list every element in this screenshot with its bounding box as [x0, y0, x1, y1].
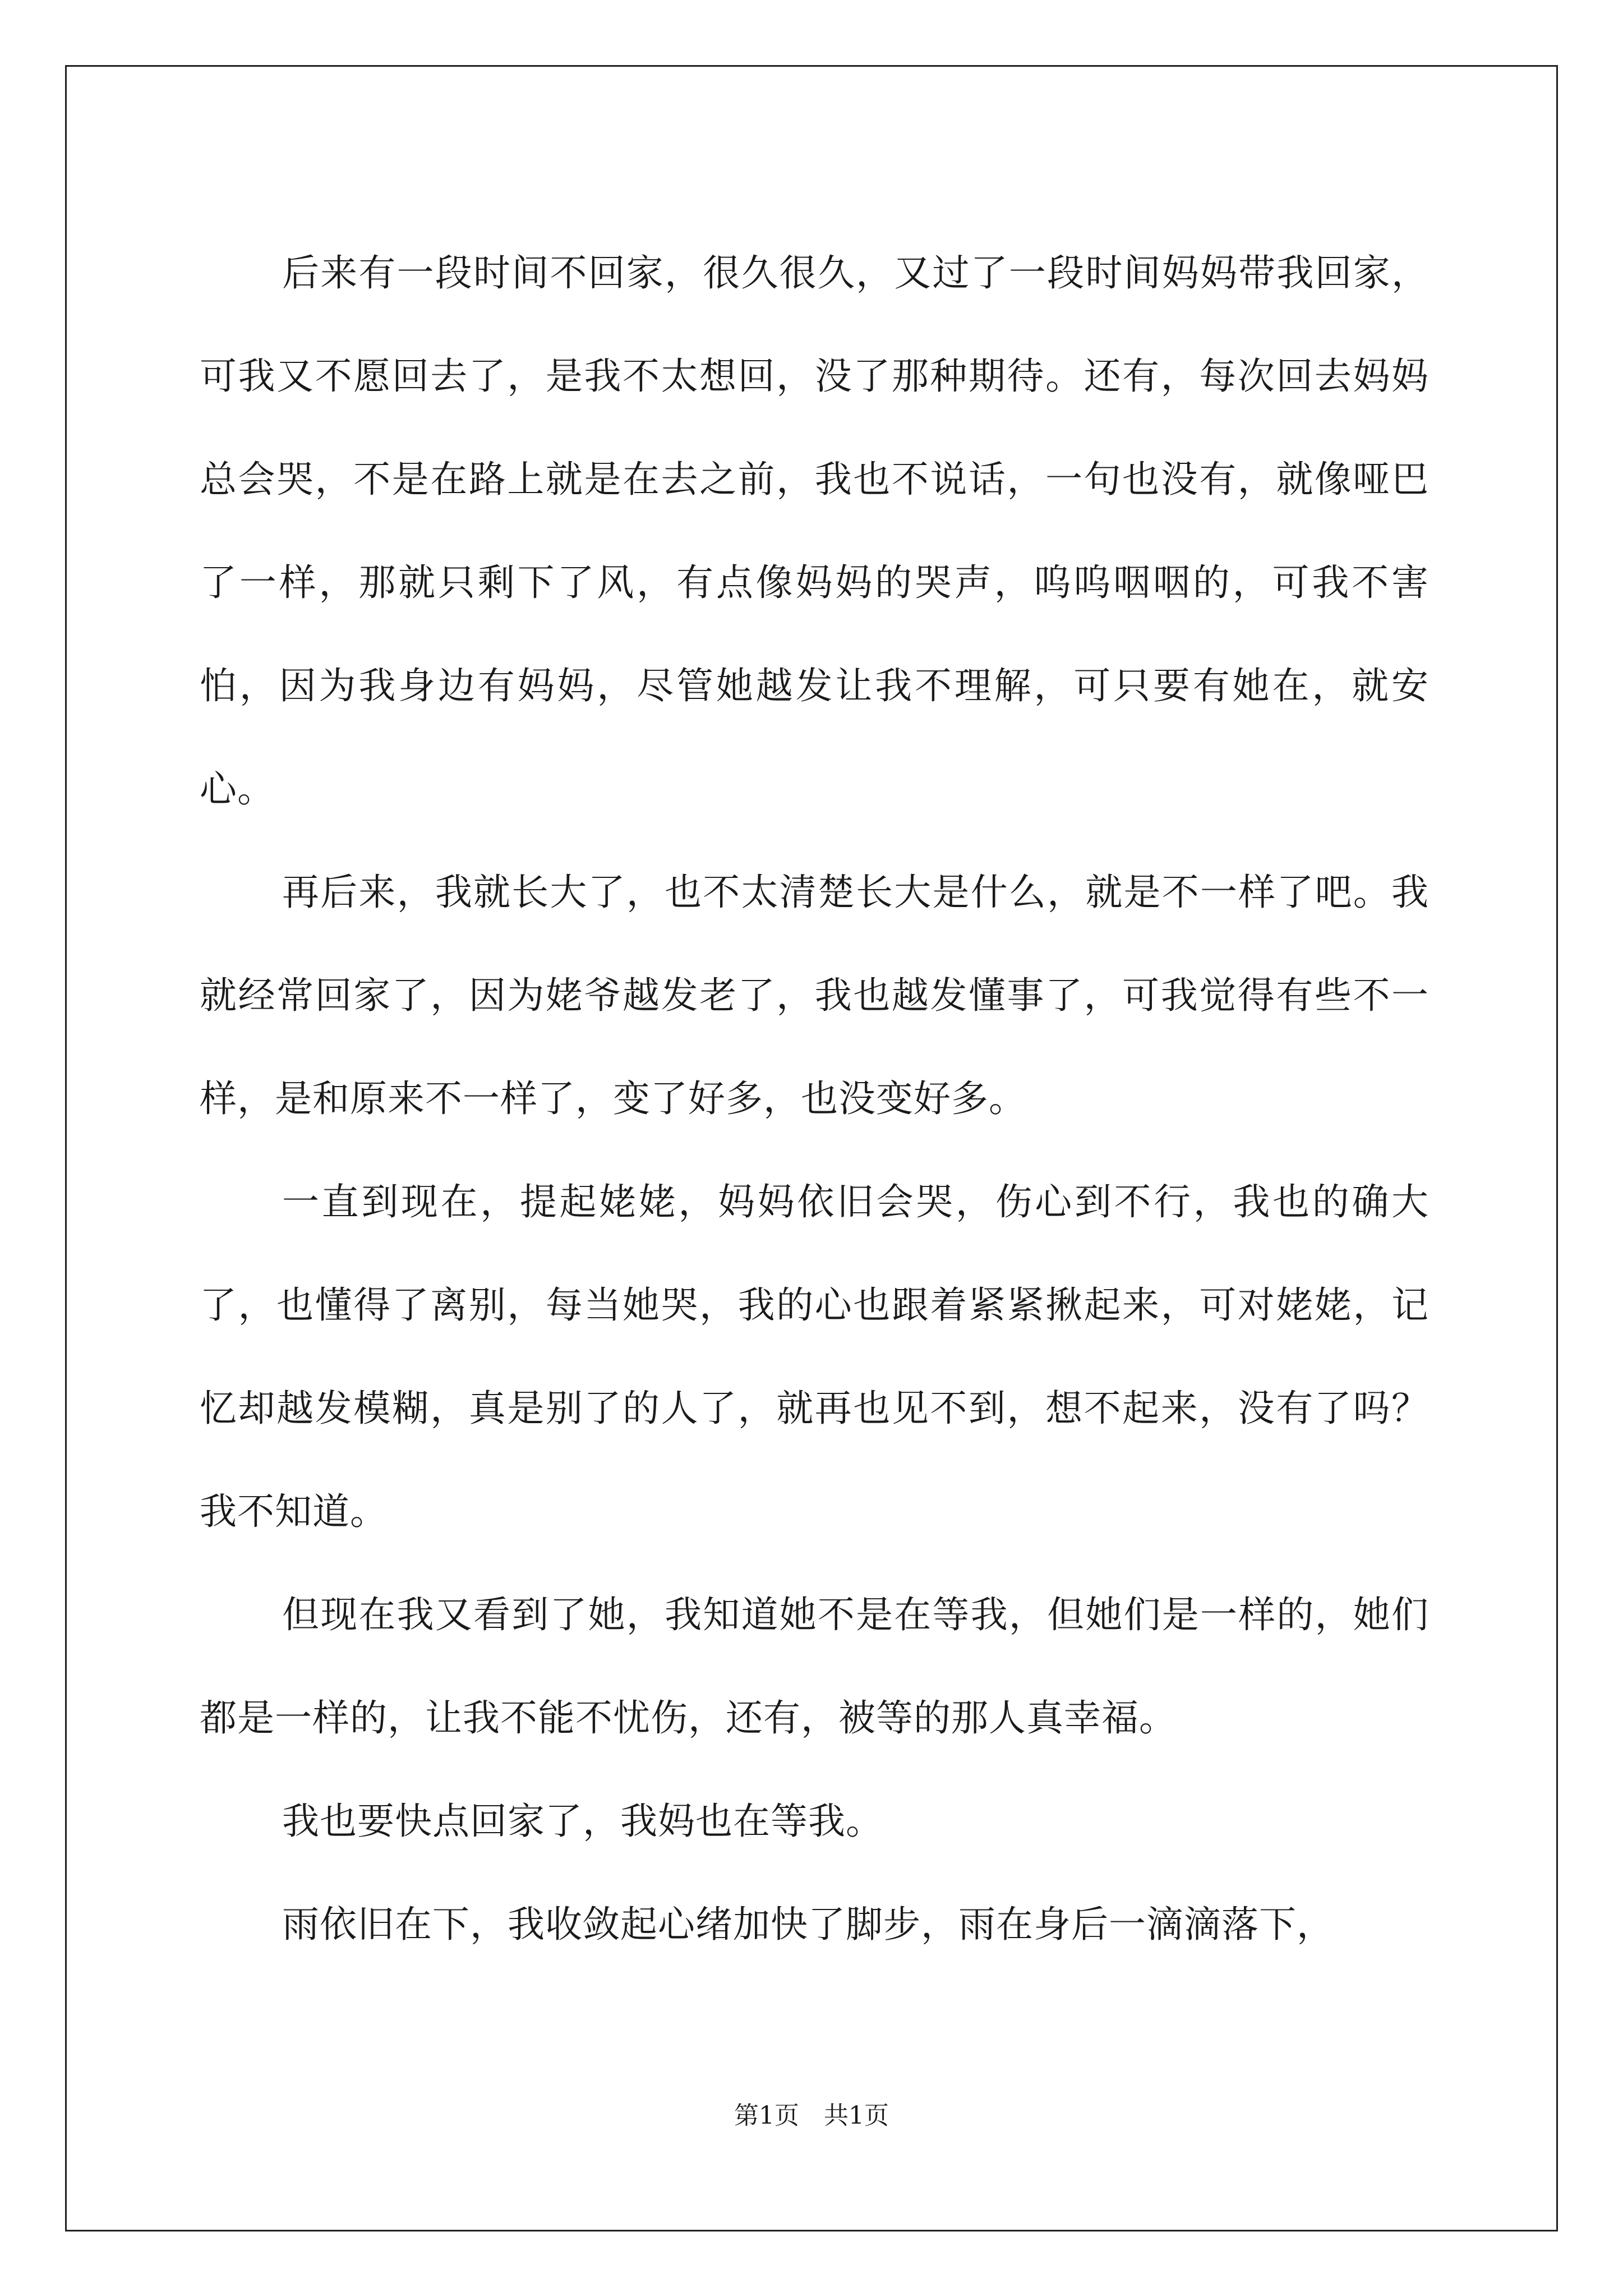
paragraph-4: 但现在我又看到了她，我知道她不是在等我，但她们是一样的，她们都是一样的，让我不能不忧伤，还有，被等的那人真幸福。	[200, 1593, 1429, 1740]
paragraph-6: 雨依旧在下，我收敛起心绪加快了脚步，雨在身后一滴滴落下，	[282, 1903, 1334, 1946]
page-footer: 第1页 共1页	[734, 2101, 889, 2130]
paragraph-5: 我也要快点回家了，我妈也在等我。	[282, 1800, 883, 1843]
document-body	[200, 222, 1429, 1976]
paragraph-2: 再后来，我就长大了，也不太清楚长大是什么，就是不一样了吧。我就经常回家了，因为姥爷越发老了，我也越发懂事了，可我觉得有些不一样，是和原来不一样了，变了好多，也没变好多。	[200, 871, 1429, 1120]
paragraph-3: 一直到现在，提起姥姥，妈妈依旧会哭，伤心到不行，我也的确大了，也懂得了离别，每当她哭，我的心也跟着紧紧揪起来，可对姥姥，记忆却越发模糊，真是别了的人了，就再也见不到，想不起来，没有了吗？我不知道。	[200, 1180, 1429, 1533]
paragraph-1: 后来有一段时间不回家，很久很久，又过了一段时间妈妈带我回家，可我又不愿回去了，是我不太想回，没了那种期待。还有，每次回去妈妈总会哭，不是在路上就是在去之前，我也不说话，一句也没有，就像哑巴了一样，那就只剩下了风，有点像妈妈的哭声，呜呜咽咽的，可我不害怕，因为我身边有妈妈，尽管她越发让我不理解，可只要有她在，就安心。	[200, 251, 1429, 811]
